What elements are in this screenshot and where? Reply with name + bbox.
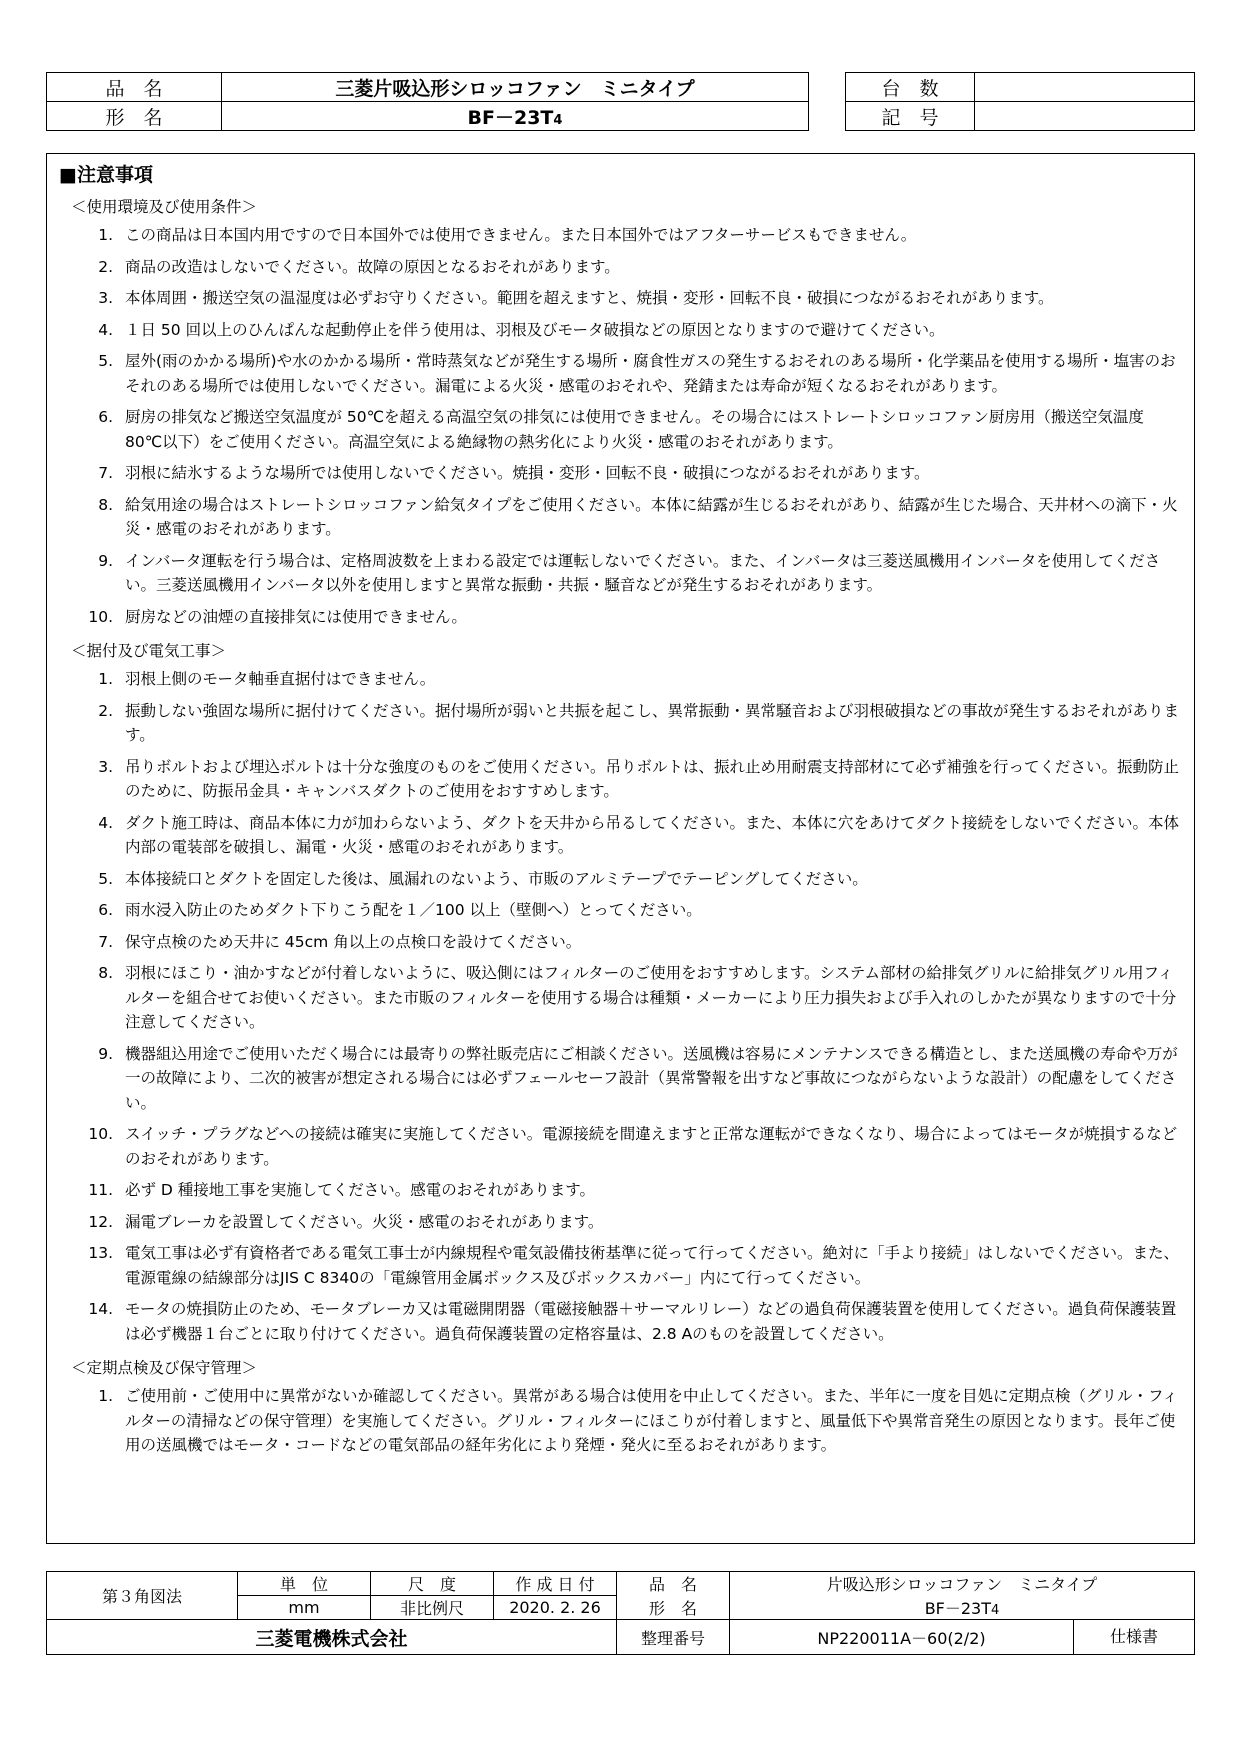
item-text: インバータ運転を行う場合は、定格周波数を上まわる設定では運転しないでください。また、インバータは三菱送風機用インバータを使用してください。三菱送風機用インバータ以外を使用しますと異常な振動・共振・騒音などが発生するおそれがあります。 bbox=[125, 551, 1161, 594]
item-text: 電気工事は必ず有資格者である電気工事士が内線規程や電気設備技術基準に従って行ってください。絶対に「手より接続」はしないでください。また、電源電線の結線部分はJIS C 8340の「電線管用金属ボックス及びボックスカバー」内にて行ってください。 bbox=[125, 1244, 1180, 1287]
item-number: 4. bbox=[98, 320, 113, 339]
product-label: 品 名 bbox=[47, 73, 222, 102]
unit-value: mm bbox=[238, 1596, 371, 1620]
notice-item bbox=[71, 1122, 1181, 1171]
notice-item bbox=[71, 811, 1181, 860]
scale-value: 非比例尺 bbox=[371, 1596, 494, 1620]
item-number: 4. bbox=[98, 813, 113, 832]
footer-product-label: 品 名 bbox=[617, 1572, 730, 1596]
item-text: 吊りボルトおよび埋込ボルトは十分な強度のものをご使用ください。吊りボルトは、振れ止め用耐震支持部材にて必ず補強を行ってください。振動防止のために、防振吊金具・キャンバスダクトのご使用をおすすめします。 bbox=[125, 757, 1180, 800]
footer-model-value bbox=[730, 1596, 1195, 1620]
notice-box bbox=[46, 153, 1195, 1544]
item-number: 5. bbox=[98, 869, 113, 888]
item-text: 機器組込用途でご使用いただく場合には最寄りの弊社販売店にご相談ください。送風機は容易にメンテナンスできる構造とし、また送風機の寿命や万が一の故障により、二次的被害が想定される場合には必ずフェールセーフ設計（異常警報を出すなど事故につながらないような設計）の配慮をしてください。 bbox=[125, 1044, 1178, 1112]
item-text: 本体周囲・搬送空気の温湿度は必ずお守りください。範囲を超えますと、焼損・変形・回転不良・破損につながるおそれがあります。 bbox=[125, 289, 1054, 307]
section-title: ＜使用環境及び使用条件＞ bbox=[71, 198, 258, 216]
notice-item bbox=[71, 1297, 1181, 1346]
model-value-sub: 4 bbox=[553, 112, 563, 128]
footer-title-block bbox=[46, 1571, 1195, 1655]
notice-item bbox=[71, 461, 1181, 486]
ref-cell bbox=[730, 1620, 1195, 1655]
notice-item bbox=[71, 1042, 1181, 1116]
header-product-table bbox=[46, 72, 809, 131]
notice-item bbox=[71, 667, 1181, 692]
item-number: 8. bbox=[98, 495, 113, 514]
notice-item bbox=[71, 549, 1181, 598]
item-number: 5. bbox=[98, 352, 113, 370]
date-label: 作 成 日 付 bbox=[494, 1572, 617, 1596]
item-number: 10. bbox=[88, 607, 113, 626]
model-label: 形 名 bbox=[47, 102, 222, 131]
projection-method: 第３角図法 bbox=[47, 1572, 238, 1620]
notice-content bbox=[71, 192, 1181, 1465]
notice-title: ■注意事項 bbox=[59, 164, 153, 186]
ref-number-label: 整理番号 bbox=[617, 1620, 730, 1655]
item-text: 屋外(雨のかかる場所)や水のかかる場所・常時蒸気などが発生する場所・腐食性ガスの発生するおそれのある場所・化学薬品を使用する場所・塩害のおそれのある場所では使用しないでください。漏電による火災・感電のおそれや、発錆または寿命が短くなるおそれがあります。 bbox=[125, 352, 1176, 395]
notice-item bbox=[71, 867, 1181, 892]
item-number: 12. bbox=[88, 1212, 113, 1231]
ref-number-value: NP220011A－60(2/2) bbox=[817, 1628, 986, 1648]
item-text: 必ず D 種接地工事を実施してください。感電のおそれがあります。 bbox=[125, 1181, 596, 1199]
item-text: 本体接続口とダクトを固定した後は、風漏れのないよう、市販のアルミテープでテーピングしてください。 bbox=[125, 869, 868, 888]
item-text: スイッチ・プラグなどへの接続は確実に実施してください。電源接続を間違えますと正常な運転ができなくなり、場合によってはモータが焼損するなどのおそれがあります。 bbox=[125, 1125, 1178, 1168]
item-number: 14. bbox=[88, 1300, 113, 1318]
item-number: 8. bbox=[98, 964, 113, 982]
notice-item bbox=[71, 605, 1181, 630]
symbol-label: 記 号 bbox=[846, 102, 975, 131]
item-text: モータの焼損防止のため、モータブレーカ又は電磁開閉器（電磁接触器＋サーマルリレー）などの過負荷保護装置を使用してください。過負荷保護装置は必ず機器１台ごとに取り付けてください。過負荷保護装置の定格容量は、2.8 Aのものを設置してください。 bbox=[125, 1300, 1177, 1343]
notice-item bbox=[71, 405, 1181, 454]
item-number: 7. bbox=[98, 932, 113, 951]
item-number: 1. bbox=[98, 670, 113, 688]
notice-item bbox=[71, 1178, 1181, 1203]
notice-item bbox=[71, 493, 1181, 542]
item-number: 11. bbox=[88, 1181, 113, 1199]
footer-model-value-sub: 4 bbox=[991, 1602, 1000, 1618]
footer-model-value-main: BF－23T bbox=[924, 1598, 992, 1618]
item-text: 漏電ブレーカを設置してください。火災・感電のおそれがあります。 bbox=[125, 1212, 604, 1231]
product-value: 三菱片吸込形シロッコファン ミニタイプ bbox=[222, 73, 809, 102]
date-value: 2020. 2. 26 bbox=[494, 1596, 617, 1620]
notice-item bbox=[71, 349, 1181, 398]
notice-item bbox=[71, 318, 1181, 343]
item-text: ダクト施工時は、商品本体に力が加わらないよう、ダクトを天井から吊るしてください。また、本体に穴をあけてダクト接続をしないでください。本体内部の電装部を破損し、漏電・火災・感電のおそれがあります。 bbox=[125, 813, 1180, 856]
item-number: 1. bbox=[98, 1387, 113, 1405]
symbol-value bbox=[975, 102, 1195, 131]
footer-product-value: 片吸込形シロッコファン ミニタイプ bbox=[730, 1572, 1195, 1596]
notice-item bbox=[71, 930, 1181, 955]
doc-type: 仕様書 bbox=[1073, 1620, 1194, 1654]
item-number: 9. bbox=[98, 551, 113, 570]
qty-label: 台 数 bbox=[846, 73, 975, 102]
notice-item bbox=[71, 286, 1181, 311]
item-text: 振動しない強固な場所に据付けてください。据付場所が弱いと共振を起こし、異常振動・異常騒音および羽根破損などの事故が発生するおそれがあります。 bbox=[125, 701, 1180, 744]
notice-item bbox=[71, 755, 1181, 804]
item-text: ご使用前・ご使用中に異常がないか確認してください。異常がある場合は使用を中止してください。また、半年に一度を目処に定期点検（グリル・フィルターの清掃などの保守管理）を実施してください。グリル・フィルターにほこりが付着しますと、風量低下や異常音発生の原因となります。長年ご使用の送風機ではモータ・コードなどの電気部品の経年劣化により発煙・発火に至るおそれがあります。 bbox=[125, 1387, 1178, 1454]
item-number: 13. bbox=[88, 1244, 113, 1262]
notice-item bbox=[71, 961, 1181, 1035]
qty-value bbox=[975, 73, 1195, 102]
notice-item bbox=[71, 223, 1181, 248]
notice-item bbox=[71, 1210, 1181, 1235]
footer-model-label: 形 名 bbox=[617, 1596, 730, 1620]
item-number: 2. bbox=[98, 257, 113, 276]
notice-item bbox=[71, 699, 1181, 748]
item-number: 2. bbox=[98, 701, 113, 720]
company-name: 三菱電機株式会社 bbox=[47, 1620, 617, 1655]
unit-label: 単 位 bbox=[238, 1572, 371, 1596]
item-text: 羽根上側のモータ軸垂直据付はできません。 bbox=[125, 670, 436, 688]
item-text: 羽根にほこり・油かすなどが付着しないように、吸込側にはフィルターのご使用をおすすめします。システム部材の給排気グリルに給排気グリル用フィルターを組合せてお使いください。また市販のフィルターを使用する場合は種類・メーカーにより圧力損失および手入れのしかたが異なりますので十分注意してください。 bbox=[125, 964, 1177, 1031]
notice-item bbox=[71, 255, 1181, 280]
item-number: 9. bbox=[98, 1044, 113, 1063]
notice-item bbox=[71, 898, 1181, 923]
item-number: 3. bbox=[98, 757, 113, 776]
model-value bbox=[222, 102, 809, 131]
item-number: 7. bbox=[98, 464, 113, 482]
item-text: 厨房などの油煙の直接排気には使用できません。 bbox=[125, 607, 467, 626]
item-number: 1. bbox=[98, 226, 113, 244]
notice-item bbox=[71, 1384, 1181, 1458]
model-value-main: BF－23T bbox=[467, 106, 554, 129]
item-text: 羽根に結氷するような場所では使用しないでください。焼損・変形・回転不良・破損につながるおそれがあります。 bbox=[125, 464, 930, 482]
notice-item bbox=[71, 1241, 1181, 1290]
item-text: 商品の改造はしないでください。故障の原因となるおそれがあります。 bbox=[125, 257, 620, 276]
section-title: ＜定期点検及び保守管理＞ bbox=[71, 1359, 258, 1377]
header-qty-table bbox=[845, 72, 1195, 131]
item-text: 給気用途の場合はストレートシロッコファン給気タイプをご使用ください。本体に結露が生じるおそれがあり、結露が生じた場合、天井材への滴下・火災・感電のおそれがあります。 bbox=[125, 495, 1178, 538]
item-text: この商品は日本国内用ですので日本国外では使用できません。また日本国外ではアフターサービスもできません。 bbox=[125, 226, 917, 244]
item-text: 厨房の排気など搬送空気温度が 50℃を超える高温空気の排気には使用できません。その場合にはストレートシロッコファン厨房用（搬送空気温度 80℃以下）をご使用ください。高温空気による絶縁物の熱劣化により火災・感電のおそれがあります。 bbox=[125, 408, 1144, 451]
item-text: 保守点検のため天井に 45cm 角以上の点検口を設けてください。 bbox=[125, 932, 582, 951]
item-number: 3. bbox=[98, 289, 113, 307]
item-text: １日 50 回以上のひんぱんな起動停止を伴う使用は、羽根及びモータ破損などの原因となりますので避けてください。 bbox=[125, 320, 945, 339]
item-number: 6. bbox=[98, 901, 113, 919]
section-title: ＜据付及び電気工事＞ bbox=[71, 642, 227, 660]
item-text: 雨水浸入防止のためダクト下りこう配を１／100 以上（壁側へ）とってください。 bbox=[125, 901, 702, 919]
scale-label: 尺 度 bbox=[371, 1572, 494, 1596]
item-number: 10. bbox=[88, 1125, 113, 1143]
item-number: 6. bbox=[98, 408, 113, 426]
